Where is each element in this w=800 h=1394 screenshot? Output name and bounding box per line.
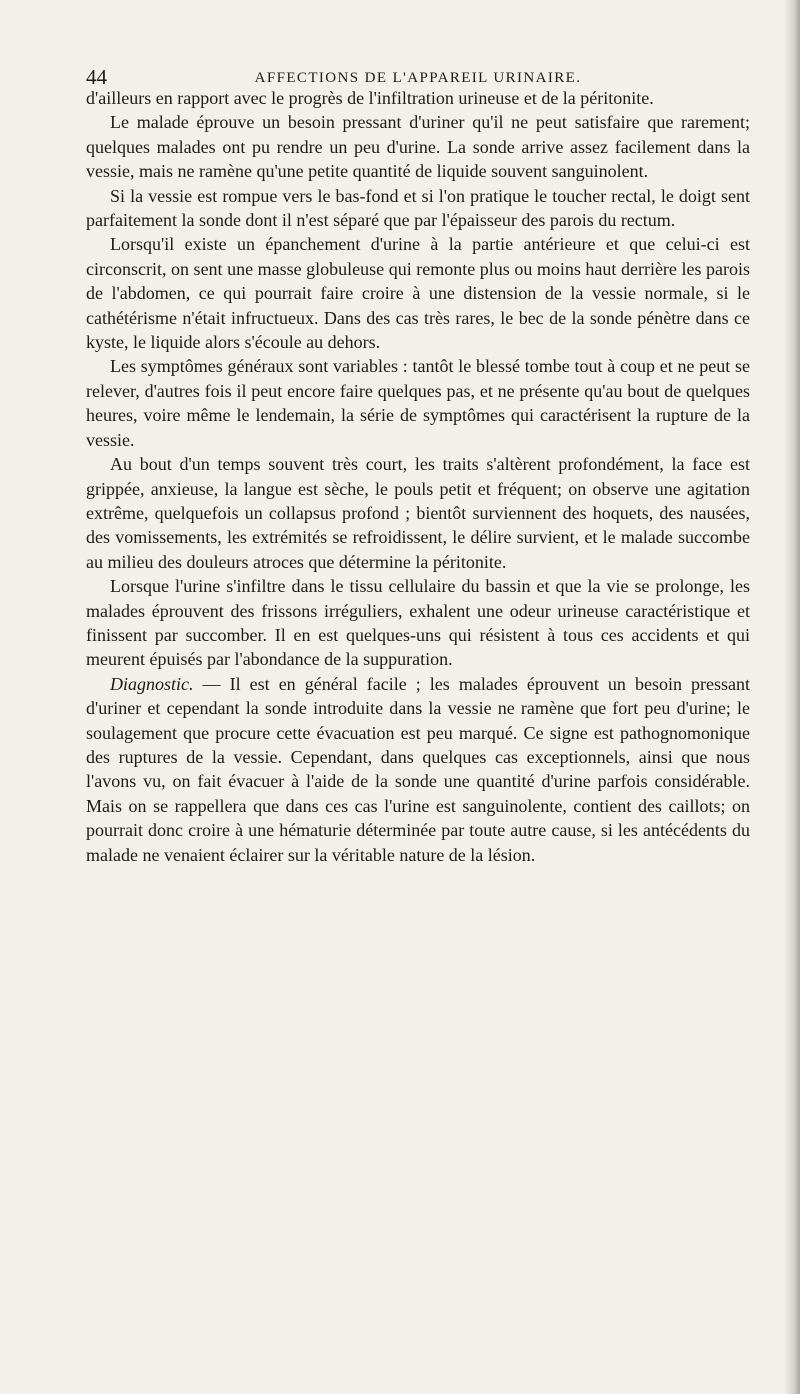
running-title: AFFECTIONS DE L'APPAREIL URINAIRE. [254, 70, 582, 86]
paragraph-diagnostic [86, 672, 750, 867]
paragraph [86, 232, 750, 354]
paragraph [86, 354, 750, 452]
paragraph-text: Les symptômes généraux sont variables : tantôt le blessé tombe tout à coup et ne peut se relever, d'autres fois il peut encore faire quelques pas, et ne présente qu'au bout de quelques heures, voire même le lendemain, la série de symptômes qui caractérisent la rupture de la vessie. [86, 356, 750, 450]
paragraph [86, 110, 750, 183]
paragraph-continued [86, 86, 750, 110]
section-heading-diagnostic: Diagnostic. [110, 673, 194, 694]
paragraph-text: Si la vessie est rompue vers le bas-fond et si l'on pratique le toucher rectal, le doigt sent parfaitement la sonde dont il n'est séparé que par l'épaisseur des parois du rectum. [86, 185, 750, 231]
paragraph-text: Lorsque l'urine s'infiltre dans le tissu cellulaire du bassin et que la vie se prolonge, les malades éprouvent des frissons irréguliers, exhalent une odeur urineuse caractéristique et finissent par succomber. Il en est quelques-uns qui résistent à tous ces accidents et qui meurent épuisés par l'abondance de la suppuration. [86, 576, 750, 670]
paragraph-text: Lorsqu'il existe un épanchement d'urine à la partie antérieure et que celui-ci est circonscrit, on sent une masse globuleuse qui remonte plus ou moins haut derrière les parois de l'abdomen, ce qui pourrait faire croire à une distension de la vessie normale, si le cathétérisme n'était infructueux. Dans des cas très rares, le bec de la sonde pénètre dans ce kyste, le liquide alors s'écoule au dehors. [86, 234, 750, 353]
paragraph-text: d'ailleurs en rapport avec le progrès de l'infiltration urineuse et de la péritonite. [86, 88, 654, 108]
paragraph-text: Au bout d'un temps souvent très court, les traits s'altèrent profondément, la face est grippée, anxieuse, la langue est sèche, le pouls petit et fréquent; on observe une agitation extrême, quelquefois un collapsus profond ; bientôt surviennent des hoquets, des nausées, des vomissements, les extrémités se refroidissent, le délire survient, et le malade succombe au milieu des douleurs atroces que détermine la péritonite. [86, 454, 750, 572]
page-number: 44 [86, 65, 107, 89]
paragraph-text: Le malade éprouve un besoin pressant d'uriner qu'il ne peut satisfaire que rarement; quelques malades ont pu rendre un peu d'urine. La sonde arrive assez facilement dans la vessie, mais ne ramène qu'une petite quantité de liquide souvent sanguinolent. [86, 112, 750, 182]
body-text [86, 86, 750, 867]
paragraph [86, 452, 750, 574]
paragraph [86, 574, 750, 672]
page-edge-shadow [784, 0, 800, 1394]
running-head [86, 66, 750, 88]
paragraph-text: — Il est en général facile ; les malades éprouvent un besoin pressant d'uriner et cependant la sonde introduite dans la vessie ne ramène que fort peu d'urine; le soulagement que procure cette évacuation est peu marqué. Ce signe est pathognomonique des ruptures de la vessie. Cependant, dans quelques cas exceptionnels, ainsi que nous l'avons vu, on fait évacuer à l'aide de la sonde une quantité d'urine parfois considérable. Mais on se rappellera que dans ces cas l'urine est sanguinolente, contient des caillots; on pourrait donc croire à une hématurie déterminée par toute autre cause, si les antécédents du malade ne venaient éclairer sur la véritable nature de la lésion. [86, 673, 750, 865]
paragraph [86, 184, 750, 233]
